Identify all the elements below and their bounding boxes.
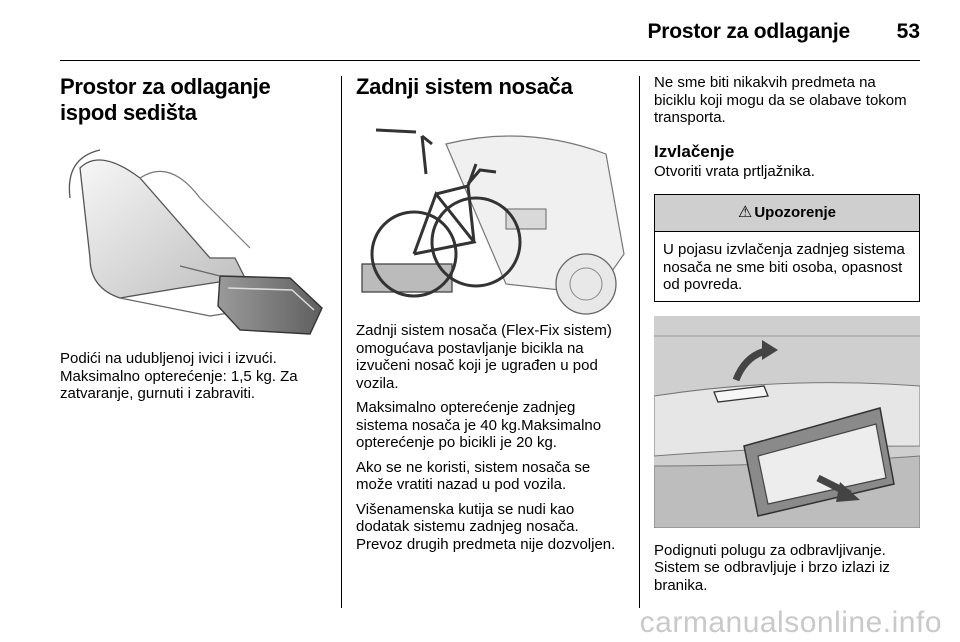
warning-title: Upozorenje — [754, 204, 837, 221]
page-number: 53 — [896, 20, 920, 43]
column-divider-2 — [639, 76, 640, 608]
column-rear-carrier — [356, 74, 626, 560]
rear-carrier-paragraph-2: Maksimalno opterećenje zadnjeg sistema nosača je 40 kg.Maksimalno opterećenje po bicikli je 20 kg. — [356, 399, 602, 451]
warning-header — [655, 195, 919, 232]
column-extraction — [654, 74, 920, 601]
column-under-seat-storage — [60, 74, 328, 410]
release-lever-text: Podignuti polugu za odbravljivanje. Sistem se odbravljuje i brzo izlazi iz branika. — [654, 541, 890, 594]
rear-carrier-bike-illustration — [356, 114, 626, 322]
bumper-release-illustration — [654, 316, 920, 528]
rear-carrier-paragraph-1: Zadnji sistem nosača (Flex-Fix sistem) omogućava postavljanje bicikla na izvučeni nosač koji je ugrađen u pod vozila. — [356, 322, 612, 392]
extraction-intro: Otvoriti vrata prtljažnika. — [654, 162, 815, 180]
section-heading-rear-carrier: Zadnji sistem nosača — [356, 74, 573, 99]
transport-note: Ne sme biti nikakvih predmeta na biciklu koji mogu da se olabave tokom transporta. — [654, 74, 907, 126]
header-rule — [60, 60, 920, 61]
extraction-heading: Izvlačenje — [654, 141, 735, 161]
column-divider-1 — [341, 76, 342, 608]
warning-body — [655, 232, 919, 301]
warning-box — [654, 194, 920, 302]
section-heading-under-seat: Prostor za odlaganje ispod sedišta — [60, 74, 271, 125]
watermark: carmanualsonline.info — [639, 606, 942, 639]
under-seat-text: Podići na udubljenoj ivici i izvući. Maksimalno opterećenje: 1,5 kg. Za zatvaranje, gurnuti i zabraviti. — [60, 350, 298, 402]
rear-carrier-paragraph-3: Ako se ne koristi, sistem nosača se može vratiti nazad u pod vozila. — [356, 458, 591, 493]
warning-triangle-icon: ⚠ — [737, 204, 753, 221]
rear-carrier-paragraph-4: Višenamenska kutija se nudi kao dodatak sistemu zadnjeg nosača. Prevoz drugih predmeta nije dozvoljen. — [356, 500, 616, 553]
seat-drawer-illustration — [60, 138, 326, 350]
warning-text: U pojasu izvlačenja zadnjeg sistema nosača ne sme biti osoba, opasnost od povreda. — [663, 241, 905, 293]
header-title: Prostor za odlaganje — [647, 20, 850, 43]
